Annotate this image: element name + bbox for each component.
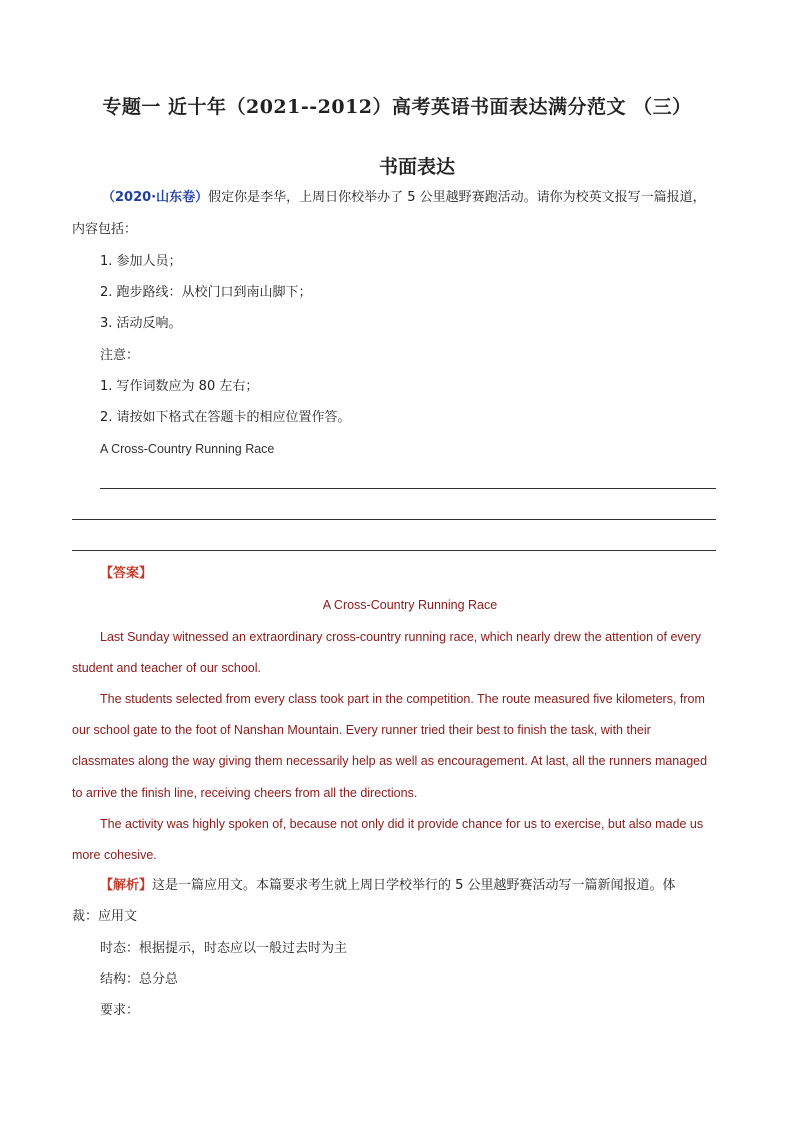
answer-line-6: to arrive the finish line, receiving cheers from all the directions. (72, 786, 418, 800)
answer-label: 【答案】 (100, 566, 153, 581)
analysis-structure: 结构：总分总 (100, 972, 179, 987)
prompt-first-line (102, 188, 706, 208)
answer-line-7: The activity was highly spoken of, because not only did it provide chance for us to exercise, but also made us (100, 817, 704, 831)
answer-line-3: The students selected from every class took part in the competition. The route measured five kilometers, from (100, 692, 705, 706)
analysis-requirement: 要求： (100, 1003, 140, 1018)
prompt-text: 假定你是李华，上周日你校举办了 5 公里越野赛跑活动。请你为校英文报写一篇报道， (208, 190, 706, 205)
section-heading: 书面表达 (378, 156, 455, 178)
analysis-label: 【解析】 (100, 878, 153, 893)
note-1: 1. 写作词数应为 80 左右； (100, 379, 259, 394)
answer-line-4: our school gate to the foot of Nanshan Mountain. Every runner tried their best to finish the task, with their (72, 723, 651, 737)
answer-line-2: student and teacher of our school. (72, 661, 262, 675)
page-title: 专题一 近十年（2021--2012）高考英语书面表达满分范文 （三） (102, 96, 692, 118)
analysis-first-line (100, 876, 676, 896)
analysis-text: 这是一篇应用文。本篇要求考生就上周日学校举行的 5 公里越野赛活动写一篇新闻报道。体 (152, 878, 676, 893)
note-label: 注意： (100, 348, 140, 363)
answer-line-1: Last Sunday witnessed an extraordinary cross-country running race, which nearly drew the attention of every (100, 630, 702, 644)
prompt-item-3: 3. 活动反响。 (100, 316, 182, 331)
writing-line-3 (72, 550, 716, 551)
prompt-item-2: 2. 跑步路线：从校门口到南山脚下； (100, 285, 312, 300)
analysis-genre: 裁：应用文 (72, 909, 138, 924)
analysis-tense: 时态：根据提示，时态应以一般过去时为主 (100, 941, 348, 956)
writing-line-2 (72, 519, 716, 520)
prompt-continuation: 内容包括： (72, 222, 138, 237)
answer-title: A Cross-Country Running Race (322, 598, 498, 612)
answer-line-5: classmates along the way giving them necessarily help as well as encouragement. At last, all the runners managed (72, 754, 708, 768)
source-tag: （2020·山东卷） (102, 190, 209, 205)
writing-line-1 (100, 488, 716, 489)
answer-line-8: more cohesive. (72, 848, 157, 862)
prompt-item-1: 1. 参加人员； (100, 254, 182, 269)
note-2: 2. 请按如下格式在答题卡的相应位置作答。 (100, 410, 351, 425)
essay-title-prompt: A Cross-Country Running Race (100, 442, 275, 456)
